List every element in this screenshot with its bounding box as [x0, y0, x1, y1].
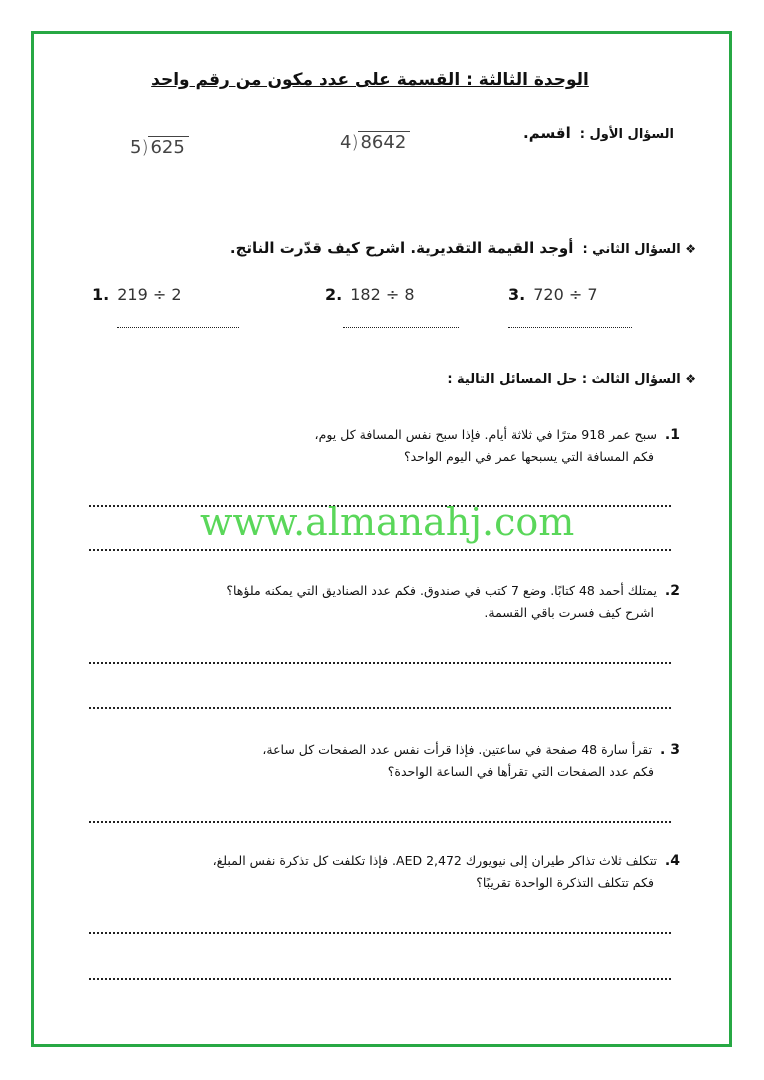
problem-number: 3 . — [660, 742, 680, 758]
dividend: 8642 — [358, 131, 410, 153]
item-number: 3. — [508, 285, 526, 304]
long-division-problem: 5) 625 — [130, 137, 189, 158]
problem-number: 2. — [664, 583, 680, 599]
word-problem — [315, 424, 680, 468]
answer-line[interactable] — [89, 706, 671, 709]
estimate-item — [92, 285, 182, 304]
divisor: 5 — [130, 137, 142, 158]
item-number: 2. — [325, 285, 343, 304]
q3-label: السؤال الثالث : حل المسائل التالية : — [447, 372, 681, 387]
q1-label: السؤال الأول : — [579, 127, 674, 142]
item-expression: 182 ÷ 8 — [350, 285, 415, 304]
item-expression: 219 ÷ 2 — [117, 285, 182, 304]
problem-text-line: يمتلك أحمد 48 كتابًا. وضع 7 كتب في صندوق. فكم عدد الصناديق التي يمكنه ملؤها؟ — [226, 583, 657, 598]
word-problem — [226, 580, 680, 624]
problem-text-line: تتكلف ثلاث تذاكر طيران إلى نيويورك AED 2,472. فإذا تكلفت كل تذكرة نفس المبلغ، — [212, 853, 657, 868]
answer-line[interactable] — [117, 326, 239, 328]
problem-number: 4. — [664, 853, 680, 869]
answer-line[interactable] — [343, 326, 459, 328]
dividend: 625 — [148, 136, 188, 158]
estimate-item — [325, 285, 415, 304]
divisor: 4 — [340, 132, 352, 153]
word-problem — [213, 850, 680, 894]
watermark: www.almanahj.com — [200, 500, 575, 544]
problem-number: 1. — [664, 427, 680, 443]
problem-text-line: فكم عدد الصفحات التي تقرأها في الساعة الواحدة؟ — [387, 764, 654, 779]
answer-line[interactable] — [508, 326, 632, 328]
word-problem — [262, 739, 680, 783]
answer-line[interactable] — [89, 548, 671, 551]
bullet-icon: ❖ — [685, 242, 696, 256]
answer-line[interactable] — [89, 977, 671, 980]
q2-heading — [230, 239, 696, 257]
answer-line[interactable] — [89, 661, 671, 664]
item-number: 1. — [92, 285, 110, 304]
estimate-item — [508, 285, 598, 304]
q3-heading — [447, 372, 696, 387]
q1-heading — [523, 124, 674, 142]
problem-text-line: فكم المسافة التي يسبحها عمر في اليوم الواحد؟ — [403, 449, 654, 464]
answer-line[interactable] — [89, 931, 671, 934]
problem-text-line: اشرح كيف فسرت باقي القسمة. — [484, 605, 654, 620]
problem-text-line: تقرأ سارة 48 صفحة في ساعتين. فإذا قرأت نفس عدد الصفحات كل ساعة، — [262, 742, 653, 757]
q2-label: السؤال الثاني : — [582, 242, 681, 257]
problem-text-line: سبح عمر 918 مترًا في ثلاثة أيام. فإذا سبح نفس المسافة كل يوم، — [314, 427, 657, 442]
q1-instruction: اقسم. — [523, 124, 571, 142]
answer-line[interactable] — [89, 820, 671, 823]
problem-text-line: فكم تتكلف التذكرة الواحدة تقريبًا؟ — [476, 875, 654, 890]
item-expression: 720 ÷ 7 — [533, 285, 598, 304]
bullet-icon: ❖ — [685, 372, 696, 386]
q2-instruction: أوجد القيمة التقديرية. اشرح كيف قدّرت الناتج. — [229, 239, 574, 257]
page-title: الوحدة الثالثة : القسمة على عدد مكون من رقم واحد — [151, 70, 589, 90]
long-division-problem: 4) 8642 — [340, 132, 410, 153]
